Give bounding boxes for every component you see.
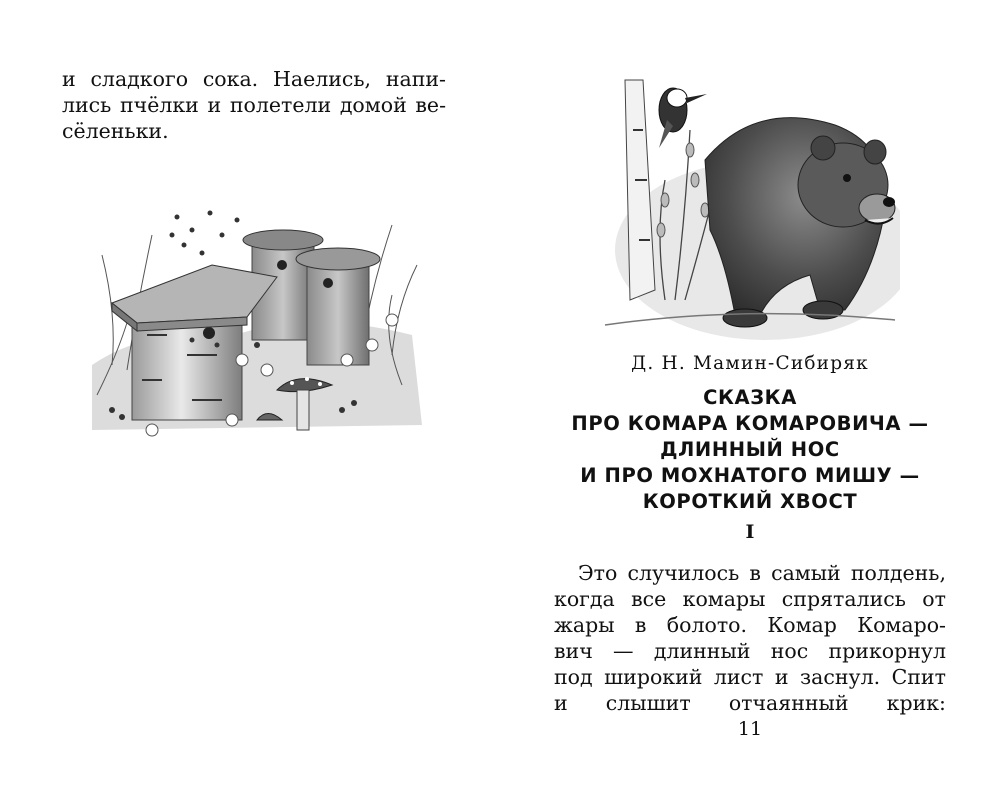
word: вич bbox=[554, 639, 593, 663]
word: и bbox=[774, 665, 789, 689]
page-number: 11 bbox=[737, 718, 763, 740]
word: пчёлки bbox=[119, 93, 199, 117]
text-line bbox=[554, 612, 946, 638]
word: в bbox=[634, 613, 647, 637]
word: Наелись, bbox=[272, 67, 372, 91]
word: ве- bbox=[415, 93, 446, 117]
word: сёленьки. bbox=[62, 119, 169, 143]
word: Комаро- bbox=[857, 613, 946, 637]
word: жары bbox=[554, 613, 615, 637]
word: когда bbox=[554, 587, 615, 611]
title-line: И ПРО МОХНАТОГО МИШУ — bbox=[580, 464, 920, 487]
text-line bbox=[554, 664, 946, 690]
word: напи- bbox=[385, 67, 446, 91]
word: домой bbox=[339, 93, 407, 117]
word: отчаянный bbox=[728, 691, 849, 715]
word: болото. bbox=[666, 613, 748, 637]
word: случилось bbox=[627, 561, 740, 585]
text-line bbox=[554, 690, 946, 716]
text-line bbox=[62, 66, 446, 92]
right-page bbox=[500, 0, 1000, 800]
word: крик: bbox=[886, 691, 946, 715]
word: и bbox=[62, 67, 76, 91]
word: полдень, bbox=[850, 561, 946, 585]
title-line: КОРОТКИЙ ХВОСТ bbox=[642, 490, 858, 513]
word: и bbox=[554, 691, 568, 715]
word: лись bbox=[62, 93, 112, 117]
text-line bbox=[62, 118, 446, 144]
word: полетели bbox=[229, 93, 332, 117]
beehives-drawing bbox=[92, 195, 422, 460]
word: лист bbox=[713, 665, 764, 689]
text-line bbox=[578, 560, 946, 586]
text-line bbox=[554, 638, 946, 664]
chapter-number: I bbox=[745, 521, 755, 543]
word: от bbox=[922, 587, 946, 611]
word: прикорнул bbox=[828, 639, 946, 663]
title-line: ДЛИННЫЙ НОС bbox=[660, 438, 840, 461]
word: все bbox=[631, 587, 667, 611]
beehives-illustration bbox=[92, 195, 422, 460]
author-name: Д. Н. Мамин-Сибиряк bbox=[631, 353, 869, 374]
word: широкий bbox=[604, 665, 703, 689]
word: комары bbox=[682, 587, 766, 611]
word: нос bbox=[770, 639, 809, 663]
word: Это bbox=[578, 561, 618, 585]
title-line: ПРО КОМАРА КОМАРОВИЧА — bbox=[571, 412, 929, 435]
word: в bbox=[749, 561, 761, 585]
word: спрятались bbox=[781, 587, 906, 611]
word: слышит bbox=[605, 691, 691, 715]
word: и bbox=[207, 93, 222, 117]
word: — bbox=[613, 639, 634, 663]
text-line bbox=[62, 92, 446, 118]
bear-illustration bbox=[595, 70, 900, 340]
bear-drawing bbox=[595, 70, 900, 340]
word: самый bbox=[771, 561, 841, 585]
word: под bbox=[554, 665, 593, 689]
word: сладкого bbox=[90, 67, 189, 91]
word: длинный bbox=[653, 639, 751, 663]
word: заснул. bbox=[799, 665, 881, 689]
word: сока. bbox=[202, 67, 259, 91]
word: Комар bbox=[767, 613, 837, 637]
word: Спит bbox=[891, 665, 946, 689]
story-title bbox=[560, 385, 940, 515]
title-line: СКАЗКА bbox=[703, 386, 797, 409]
text-line bbox=[554, 586, 946, 612]
